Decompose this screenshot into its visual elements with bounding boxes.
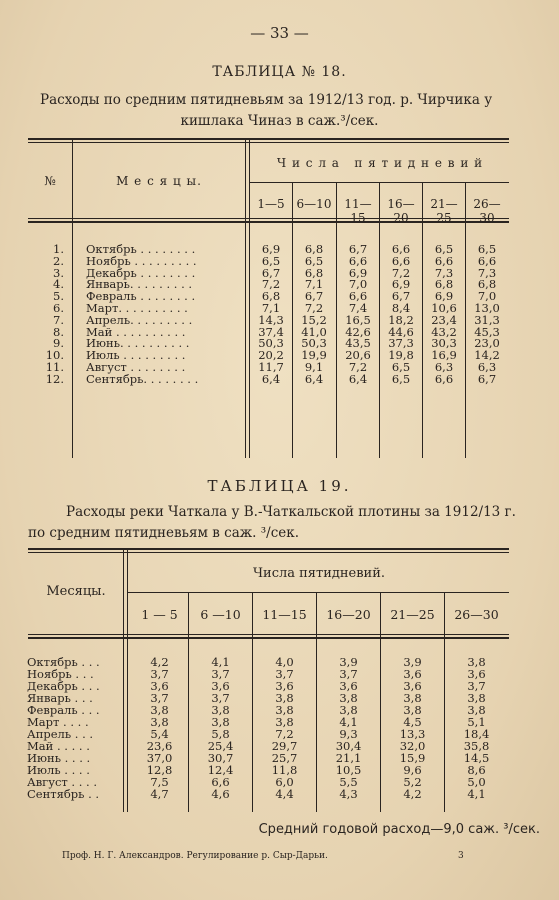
- page-number: — 33 —: [250, 24, 309, 42]
- table1-cell: 6,6: [348, 289, 368, 304]
- table1-row-number: 9.: [53, 336, 64, 351]
- table1-header-group: Ч и с л а п я т и д н е в и й: [276, 156, 484, 170]
- table2-cell: 7,5: [150, 775, 169, 789]
- table2-cell: 15,9: [399, 751, 426, 765]
- table1-column-header: 11—15: [344, 197, 372, 225]
- table2-cell: 37,0: [146, 751, 173, 765]
- table1-month-label: Март. . . . . . . . . .: [86, 301, 188, 315]
- table2-month-label: Декабрь . . .: [27, 679, 100, 693]
- table1-cell: 6,9: [391, 277, 411, 292]
- table1-cell: 42,6: [345, 324, 371, 339]
- table2-cell: 21,1: [335, 751, 362, 765]
- table1-month-label: Декабрь . . . . . . . .: [86, 265, 196, 280]
- table2-header-months: Месяцы.: [46, 584, 106, 599]
- table1-cell: 6,4: [261, 371, 281, 386]
- table1-cell: 6,6: [348, 253, 368, 268]
- table2-cell: 35,8: [463, 739, 490, 753]
- table1-row-number: 5.: [53, 289, 64, 304]
- table1-month-label: Ноябрь . . . . . . . . .: [86, 253, 197, 268]
- table1-month-label: Июль . . . . . . . . .: [86, 348, 186, 363]
- table1-month-label: Август . . . . . . . .: [86, 360, 186, 374]
- table1-cell: 6,7: [477, 371, 497, 386]
- table1-column-header: 26—30: [473, 197, 501, 225]
- table1-month-label: Сентябрь. . . . . . . .: [86, 371, 199, 386]
- table2-cell: 25,4: [207, 739, 234, 753]
- table1-cell: 6,5: [261, 253, 281, 268]
- table2-cell: 5,5: [339, 775, 358, 789]
- table2-cell: 3,8: [339, 691, 358, 705]
- table2-cell: 5,0: [467, 775, 486, 789]
- table2-cell: 5,1: [467, 715, 486, 729]
- table2-cell: 25,7: [271, 751, 298, 765]
- signature-mark: 3: [458, 851, 464, 861]
- table2-month-label: Май . . . . .: [27, 739, 90, 753]
- table2-cell: 3,8: [467, 703, 486, 717]
- table2-cell: 5,8: [211, 727, 230, 741]
- table1-cell: 31,3: [474, 312, 500, 327]
- table2-cell: 3,7: [467, 679, 486, 693]
- table2-cell: 4,0: [275, 655, 294, 669]
- table2-cell: 3,8: [339, 703, 358, 717]
- table2-cell: 4,3: [339, 787, 358, 801]
- table2-cell: 3,8: [275, 715, 294, 729]
- table2-month-label: Октябрь . . .: [27, 655, 100, 669]
- table2-cell: 3,8: [467, 655, 486, 669]
- table1-cell: 6,7: [348, 242, 368, 256]
- table2-caption-line1: Расходы реки Чаткала у В.-Чаткальской плотины за 1912/13 г.: [66, 504, 516, 520]
- table1-cell: 6,6: [477, 253, 497, 268]
- table1-cell: 14,3: [258, 312, 284, 327]
- table1-row-number: 7.: [53, 312, 64, 327]
- table1-cell: 16,9: [431, 348, 457, 363]
- table2-cell: 6,6: [211, 775, 230, 789]
- table1-cell: 8,4: [391, 301, 411, 315]
- table2-cell: 29,7: [271, 739, 298, 753]
- table2-caption-line2: по средним пятидневьям в саж. ³/сек.: [28, 525, 299, 541]
- table1-cell: 20,2: [258, 348, 284, 363]
- table1-cell: 7,0: [477, 289, 497, 304]
- table2-cell: 11,8: [271, 763, 298, 777]
- table1-cell: 6,6: [434, 371, 454, 386]
- table1-cell: 43,2: [431, 324, 457, 339]
- table1-cell: 6,4: [348, 371, 368, 386]
- table2-cell: 3,8: [467, 691, 486, 705]
- table1-month-label: Февраль . . . . . . . .: [86, 289, 196, 304]
- table2-column-header: 11—15: [262, 607, 307, 622]
- table2-cell: 3,7: [211, 691, 230, 705]
- table2-cell: 3,6: [403, 679, 422, 693]
- table1-cell: 19,8: [388, 348, 414, 363]
- table2-cell: 4,4: [275, 787, 294, 801]
- table2-column-header: 21—25: [390, 607, 435, 622]
- table2-column-header: 26—30: [454, 607, 499, 622]
- table1-caption-line2: кишлака Чиназ в саж.³/сек.: [180, 113, 379, 129]
- table2-column-header: 16—20: [326, 607, 371, 622]
- table2-cell: 3,9: [339, 655, 358, 669]
- table2-cell: 3,8: [211, 715, 230, 729]
- table1-cell: 50,3: [301, 336, 327, 351]
- table2-cell: 7,2: [275, 727, 294, 741]
- table2-top-rule-thin: [28, 552, 509, 553]
- table1-cell: 6,8: [477, 277, 497, 292]
- table2-month-label: Июнь . . . .: [27, 751, 91, 765]
- table2-cell: 12,4: [207, 763, 234, 777]
- table1-cell: 6,8: [304, 265, 324, 280]
- table1-cell: 6,3: [434, 360, 454, 374]
- table1-vline: [245, 140, 246, 458]
- table2-cell: 3,8: [403, 691, 422, 705]
- table1-cell: 7,4: [348, 301, 368, 315]
- table2-cell: 4,1: [467, 787, 486, 801]
- table1-cell: 6,6: [434, 253, 454, 268]
- table2-cell: 4,1: [339, 715, 358, 729]
- table1-cell: 6,5: [391, 360, 411, 374]
- table1-cell: 6,8: [434, 277, 454, 292]
- table2-cell: 6,0: [275, 775, 294, 789]
- table2-average-note: Средний годовой расход—9,0 саж. ³/сек.: [258, 822, 540, 837]
- table1-cell: 6,9: [261, 242, 281, 256]
- table1-top-rule: [28, 138, 509, 140]
- table1-cell: 41,0: [301, 324, 327, 339]
- table1-cell: 7,2: [391, 265, 411, 280]
- table1-column-header: 16—20: [387, 197, 415, 225]
- table2-cell: 3,8: [403, 703, 422, 717]
- table1-cell: 45,3: [474, 324, 500, 339]
- table2-cell: 3,6: [275, 679, 294, 693]
- table1-cell: 6,5: [434, 242, 454, 256]
- table2-cell: 3,7: [211, 667, 230, 681]
- table2-cell: 3,9: [403, 655, 422, 669]
- table2-title: ТАБЛИЦА 19.: [207, 477, 352, 495]
- table2-month-label: Июль . . . .: [27, 763, 90, 777]
- table1-cell: 6,9: [434, 289, 454, 304]
- table1-column-header: 6—10: [296, 197, 332, 211]
- table1-cell: 43,5: [345, 336, 371, 351]
- table2-cell: 3,8: [211, 703, 230, 717]
- table1-cell: 50,3: [258, 336, 284, 351]
- table1-cell: 7,1: [304, 277, 324, 292]
- table2-cell: 14,5: [463, 751, 490, 765]
- table1-cell: 16,5: [345, 312, 371, 327]
- table2-month-label: Февраль . . .: [27, 703, 100, 717]
- table2-month-label: Сентябрь . .: [27, 787, 100, 801]
- table1-cell: 44,6: [388, 324, 414, 339]
- table1-cell: 6,4: [304, 371, 324, 386]
- table2-cell: 3,7: [275, 667, 294, 681]
- table2-cell: 3,8: [275, 691, 294, 705]
- table1-cell: 7,0: [348, 277, 368, 292]
- table1-cell: 23,4: [431, 312, 457, 327]
- table1-vline: [72, 140, 73, 458]
- table1-cell: 18,2: [388, 312, 414, 327]
- table1-column-header: 21—25: [430, 197, 458, 225]
- table1-cell: 37,4: [258, 324, 284, 339]
- table2-cell: 4,6: [211, 787, 230, 801]
- table1-cell: 6,5: [391, 371, 411, 386]
- table2-cell: 13,3: [399, 727, 426, 741]
- table2-header-rule: [28, 634, 509, 635]
- table1-top-rule-thin: [28, 142, 509, 143]
- table1-cell: 19,9: [301, 348, 327, 363]
- table2-cell: 3,7: [150, 691, 169, 705]
- table2-cell: 12,8: [146, 763, 173, 777]
- table1-title: ТАБЛИЦА № 18.: [212, 64, 347, 80]
- table2-cell: 3,6: [467, 667, 486, 681]
- table2-group-rule: [128, 592, 509, 593]
- table1-month-label: Май . . . . . . . . . .: [86, 324, 186, 339]
- table2-cell: 3,6: [339, 679, 358, 693]
- table2-month-label: Январь . . .: [27, 691, 93, 705]
- table2-cell: 4,2: [403, 787, 422, 801]
- table1-cell: 37,3: [388, 336, 414, 351]
- table1-row-number: 1.: [53, 242, 64, 256]
- table1-cell: 6,6: [391, 253, 411, 268]
- table1-cell: 9,1: [304, 360, 324, 374]
- table2-cell: 5,2: [403, 775, 422, 789]
- table1-month-label: Апрель. . . . . . . . .: [86, 312, 193, 327]
- table2-month-label: Апрель . . .: [27, 727, 94, 741]
- table2-month-label: Ноябрь . . .: [27, 667, 94, 681]
- table2-cell: 3,6: [403, 667, 422, 681]
- table2-column-header: 1 — 5: [141, 607, 178, 622]
- table1-row-number: 4.: [53, 277, 64, 292]
- table1-cell: 6,8: [261, 289, 281, 304]
- table1-row-number: 10.: [45, 348, 64, 363]
- table1-cell: 23,0: [474, 336, 500, 351]
- table1-row-number: 3.: [53, 265, 64, 280]
- table1-month-label: Октябрь . . . . . . . .: [86, 242, 196, 256]
- table1-cell: 14,2: [474, 348, 500, 363]
- table2-month-label: Март . . . .: [27, 715, 89, 729]
- table2-cell: 3,8: [275, 703, 294, 717]
- table1-cell: 6,5: [477, 242, 497, 256]
- table2-cell: 23,6: [146, 739, 173, 753]
- table1-cell: 6,5: [304, 253, 324, 268]
- table1-row-number: 11.: [45, 360, 64, 374]
- table1-cell: 7,3: [434, 265, 454, 280]
- table1-cell: 11,7: [258, 360, 284, 374]
- table2-cell: 18,4: [463, 727, 490, 741]
- table1-cell: 7,1: [261, 301, 281, 315]
- table2-cell: 4,7: [150, 787, 169, 801]
- table1-header-no: №: [44, 174, 56, 188]
- table2-cell: 30,7: [207, 751, 234, 765]
- table1-cell: 6,3: [477, 360, 497, 374]
- table2-cell: 10,5: [335, 763, 362, 777]
- table1-row-number: 8.: [53, 324, 64, 339]
- table1-cell: 6,6: [391, 242, 411, 256]
- table2-cell: 4,1: [211, 655, 230, 669]
- table1-cell: 6,7: [304, 289, 324, 304]
- table1-cell: 13,0: [474, 301, 500, 315]
- table1-header-months: М е с я ц ы.: [116, 174, 202, 188]
- table2-cell: 9,6: [403, 763, 422, 777]
- table2-cell: 3,7: [339, 667, 358, 681]
- footer: Проф. Н. Г. Александров. Регулирование р. Сыр-Дарьи.: [62, 851, 328, 861]
- table1-cell: 10,6: [431, 301, 457, 315]
- table2-month-label: Август . . . .: [27, 775, 98, 789]
- table1-row-number: 12.: [45, 371, 64, 386]
- table1-cell: 15,2: [301, 312, 327, 327]
- table2-cell: 3,6: [150, 679, 169, 693]
- table2-cell: 4,2: [150, 655, 169, 669]
- table2-top-rule: [28, 548, 509, 550]
- table2-header-rule-thick: [28, 637, 509, 639]
- table1-cell: 7,2: [304, 301, 324, 315]
- table1-cell: 7,2: [261, 277, 281, 292]
- table1-month-label: Июнь. . . . . . . . . .: [86, 336, 190, 351]
- table2-cell: 32,0: [399, 739, 426, 753]
- table1-caption-line1: Расходы по средним пятидневьям за 1912/13 год. р. Чирчика у: [40, 92, 493, 108]
- table2-vline: [123, 550, 124, 812]
- table1-cell: 6,9: [348, 265, 368, 280]
- table1-cell: 6,8: [304, 242, 324, 256]
- table1-cell: 30,3: [431, 336, 457, 351]
- table1-month-label: Январь. . . . . . . . .: [86, 277, 193, 292]
- table2-cell: 8,6: [467, 763, 486, 777]
- table2-header-group: Числа пятидневий.: [253, 566, 385, 581]
- table1-cell: 7,3: [477, 265, 497, 280]
- table1-row-number: 6.: [53, 301, 64, 315]
- table2-column-header: 6 —10: [200, 607, 241, 622]
- table2-cell: 3,6: [211, 679, 230, 693]
- table2-cell: 3,8: [150, 715, 169, 729]
- table2-cell: 4,5: [403, 715, 422, 729]
- table2-cell: 9,3: [339, 727, 358, 741]
- table2-cell: 3,7: [150, 667, 169, 681]
- table2-cell: 30,4: [335, 739, 362, 753]
- table2-cell: 5,4: [150, 727, 169, 741]
- table2-cell: 3,8: [150, 703, 169, 717]
- table1-row-number: 2.: [53, 253, 64, 268]
- table1-column-header: 1—5: [257, 197, 285, 211]
- table1-cell: 6,7: [261, 265, 281, 280]
- table1-cell: 6,7: [391, 289, 411, 304]
- table1-cell: 7,2: [348, 360, 368, 374]
- table1-cell: 20,6: [345, 348, 371, 363]
